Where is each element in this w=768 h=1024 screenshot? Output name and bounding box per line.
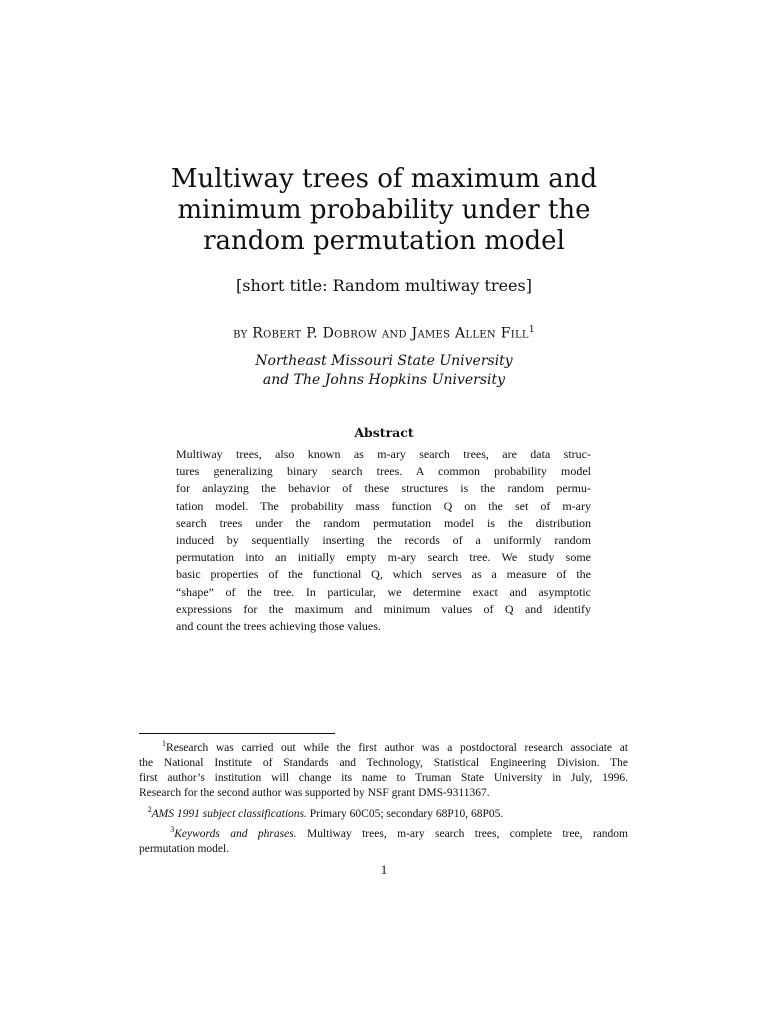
- paper-title: [120, 164, 648, 257]
- abstract-line: induced by sequentially inserting the records of a uniformly random: [176, 533, 591, 548]
- short-title: [short title: Random multiway trees]: [236, 276, 532, 295]
- footnote-mark: 1: [528, 325, 535, 335]
- footnote-label: AMS 1991 subject classifications.: [151, 807, 307, 820]
- abstract-line: “shape” of the tree. In particular, we determine exact and asymptotic: [176, 584, 591, 599]
- footnote-text: Multiway trees, m-ary search trees, complete tree, random: [296, 827, 628, 840]
- affiliation: [120, 352, 648, 390]
- footnote-3-line: [139, 822, 628, 842]
- affiliation-line: Northeast Missouri State University: [255, 353, 513, 369]
- title-line: Multiway trees of maximum and: [170, 164, 598, 194]
- abstract-line: tation model. The probability mass function Q on the set of m-ary: [176, 498, 591, 513]
- title-line: random permutation model: [203, 226, 565, 256]
- affiliation-line: and The Johns Hopkins University: [262, 372, 506, 388]
- footnotes: [139, 736, 628, 857]
- abstract-line: for anlayzing the behavior of these structures is the random permu-: [176, 481, 591, 496]
- abstract-line: basic properties of the functional Q, which serves as a measure of the: [176, 567, 591, 582]
- footnote-text: Primary 60C05; secondary 68P10, 68P05.: [306, 807, 504, 820]
- abstract-line: Multiway trees, also known as m-ary search trees, are data struc-: [176, 447, 591, 461]
- footnote-1-line: [139, 736, 628, 756]
- footnote-3-line: permutation model.: [139, 842, 230, 855]
- author-names: by Robert P. Dobrow and James Allen Fill: [233, 325, 529, 342]
- abstract-line: tures generalizing binary search trees. A common probability model: [176, 464, 591, 479]
- abstract-line: search trees under the random permutation model is the distribution: [176, 515, 591, 530]
- footnote-rule: [139, 733, 335, 734]
- footnote-label: Keywords and phrases.: [174, 827, 297, 840]
- page-number: 1: [380, 862, 388, 877]
- footnote-mark: 1: [162, 739, 167, 748]
- abstract-line: permutation into an initially empty m-ary search tree. We study some: [176, 550, 591, 565]
- footnote-mark: 3: [170, 824, 175, 834]
- footnote-1-line: first author’s institution will change its name to Truman State University in July, 1996.: [139, 772, 628, 785]
- abstract-line: expressions for the maximum and minimum values of Q and identify: [176, 601, 591, 616]
- author-line: [120, 325, 648, 342]
- footnote-1-line: Research for the second author was supported by NSF grant DMS-9311367.: [139, 787, 490, 800]
- footnote-text: Research was carried out while the first author was a postdoctoral research associate at: [166, 741, 628, 754]
- abstract-line: and count the trees achieving those values.: [176, 619, 381, 634]
- footnote-1-line: the National Institute of Standards and Technology, Statistical Engineering Division. The: [139, 757, 628, 770]
- abstract-heading: Abstract: [354, 425, 414, 440]
- footnote-mark: 2: [147, 804, 152, 814]
- title-line: minimum probability under the: [177, 195, 591, 225]
- footnote-2: [139, 802, 628, 822]
- abstract-body: [176, 446, 591, 635]
